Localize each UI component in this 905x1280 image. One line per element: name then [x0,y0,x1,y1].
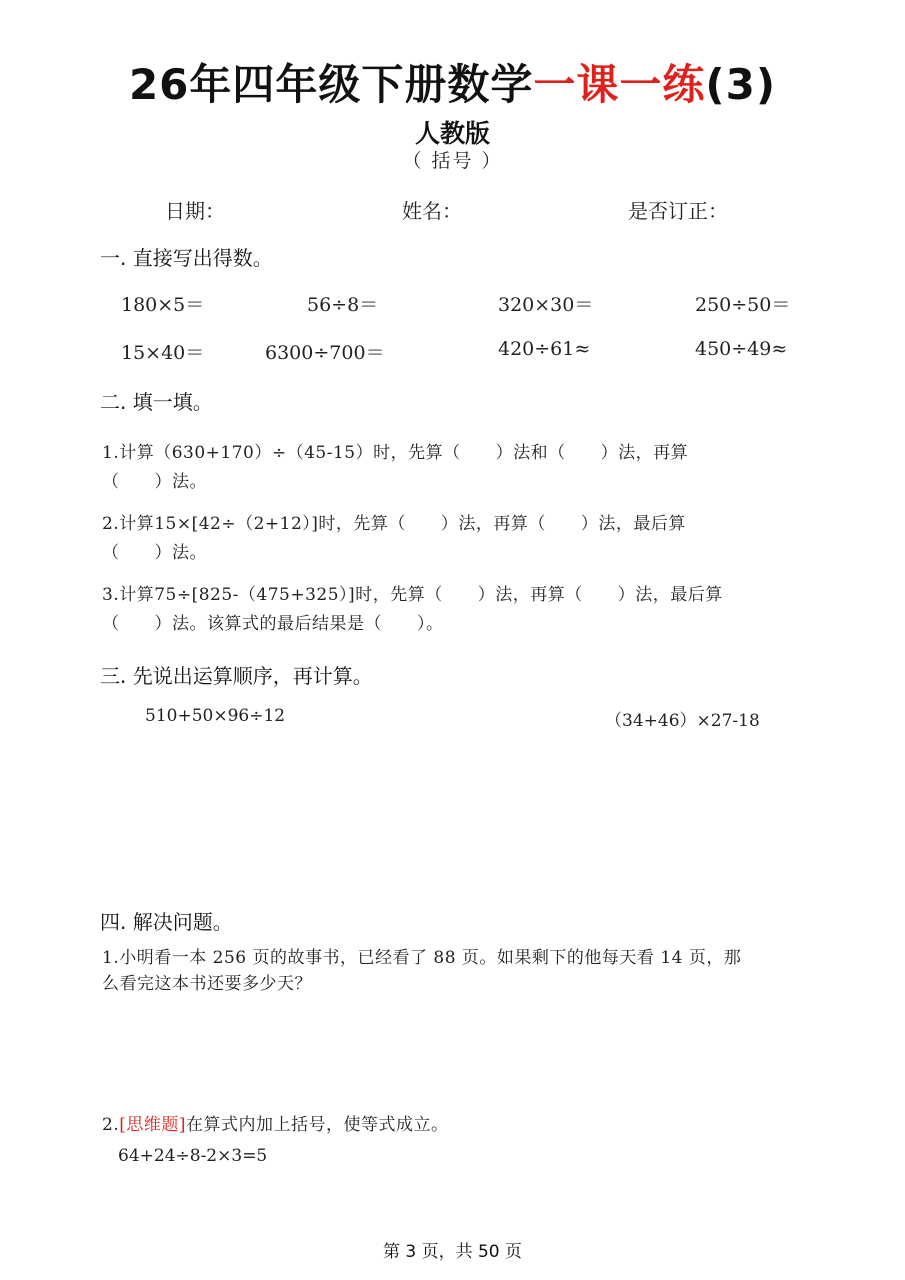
calc-item: 420÷61≈ [498,338,591,360]
question-line: （ ）法。 [102,543,207,563]
question-line: （ ）法。 [102,472,207,492]
page-title [0,52,905,112]
calc-item: 15×40＝ [121,342,205,364]
lesson-topic: （ 括号 ） [402,150,503,172]
corrected-label: 是否订正： [628,199,728,223]
calc-item: 56÷8＝ [307,294,379,316]
calc-item: 450÷49≈ [695,338,788,360]
section1-heading: 一. 直接写出得数。 [100,246,273,270]
question-line: 么看完这本书还要多少天？ [102,974,312,994]
page-number: 第 3 页，共 50 页 [382,1242,523,1262]
title-suffix: (3) [705,60,777,109]
question-line: 1.小明看一本 256 页的故事书，已经看了 88 页。如果剩下的他每天看 14 页，那 [102,948,742,968]
section4-heading: 四. 解决问题。 [100,910,233,934]
question-number: 2. [102,1115,120,1135]
expression: 64+24÷8-2×3=5 [118,1146,268,1166]
title-main: 26年四年级下册数学 [128,60,534,109]
question-line: （ ）法。该算式的最后结果是（ ）。 [102,614,444,634]
calc-item: 6300÷700＝ [265,342,385,364]
question-line: 2.计算15×[42÷（2+12）]时，先算（ ）法，再算（ ）法，最后算 [102,514,686,534]
name-label: 姓名： [402,199,462,223]
thinking-question [102,1110,449,1135]
question-line: 1.计算（630+170）÷（45-15）时，先算（ ）法和（ ）法，再算 [102,443,689,463]
section3-heading: 三. 先说出运算顺序，再计算。 [100,664,373,688]
thinking-tag: [思维题] [119,1115,186,1135]
question-text: 在算式内加上括号，使等式成立。 [186,1115,449,1135]
calc-item: 180×5＝ [121,294,205,316]
section2-heading: 二. 填一填。 [100,390,213,414]
calc-item: 320×30＝ [498,294,594,316]
expression: 510+50×96÷12 [145,706,286,726]
edition-subtitle: 人教版 [414,119,490,148]
expression: （34+46）×27-18 [605,711,760,731]
title-highlight: 一课一练 [533,60,706,109]
date-label: 日期： [165,199,225,223]
calc-item: 250÷50＝ [695,294,791,316]
question-line: 3.计算75÷[825-（475+325）]时，先算（ ）法，再算（ ）法，最后算 [102,585,723,605]
